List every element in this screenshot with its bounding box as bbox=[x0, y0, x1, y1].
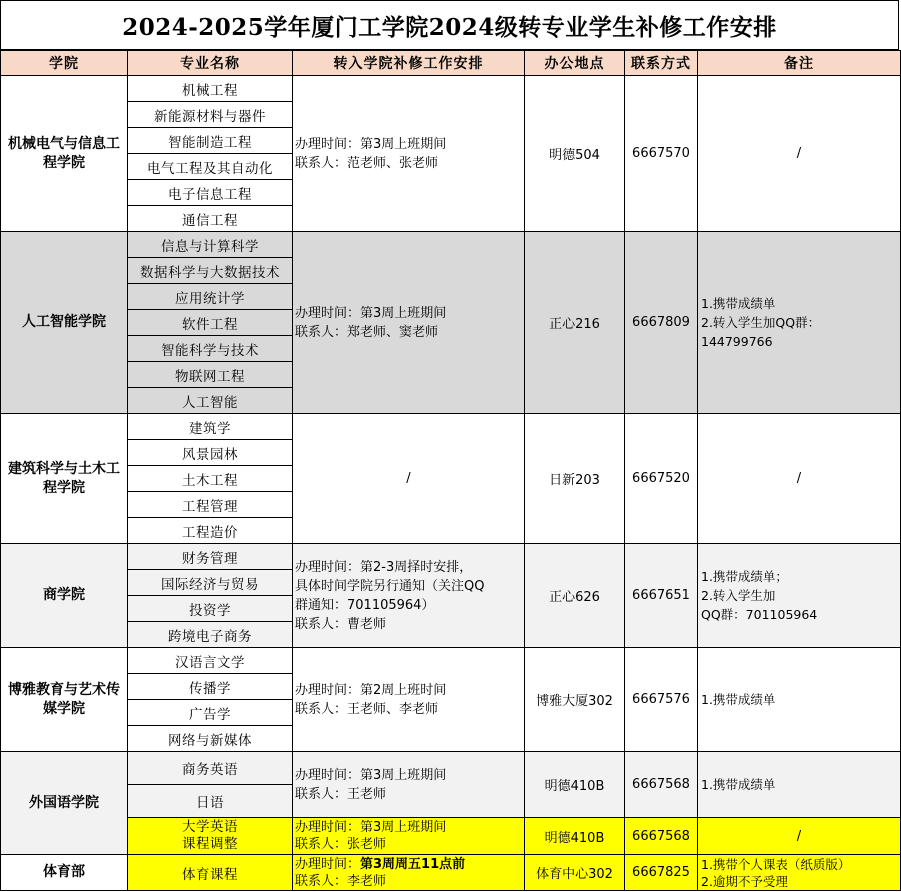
major-cell: 数据科学与大数据技术 bbox=[128, 258, 293, 284]
header-notes: 备注 bbox=[698, 51, 901, 76]
major-cell: 工程造价 bbox=[128, 518, 293, 544]
major-cell: 物联网工程 bbox=[128, 362, 293, 388]
major-cell: 商务英语 bbox=[128, 752, 293, 785]
notes-cell: 1.携带成绩单 bbox=[698, 648, 901, 752]
office-cell: 日新203 bbox=[525, 414, 625, 544]
major-cell: 智能制造工程 bbox=[128, 128, 293, 154]
notes-cell: / bbox=[698, 76, 901, 232]
header-college: 学院 bbox=[1, 51, 128, 76]
office-cell: 正心626 bbox=[525, 544, 625, 648]
major-cell: 建筑学 bbox=[128, 414, 293, 440]
arrangement-cell: 办理时间：第2周上班时间 联系人：王老师、李老师 bbox=[293, 648, 525, 752]
major-cell: 智能科学与技术 bbox=[128, 336, 293, 362]
college-cell: 外国语学院 bbox=[1, 752, 128, 855]
arrangement-cell: 办理时间：第3周周五11点前 联系人：李老师 bbox=[293, 855, 525, 891]
arrangement-cell: 办理时间：第2-3周择时安排， 具体时间学院另行通知（关注QQ 群通知：701105964） 联系人：曹老师 bbox=[293, 544, 525, 648]
office-cell: 博雅大厦302 bbox=[525, 648, 625, 752]
table-row bbox=[1, 232, 901, 258]
notes-cell: 1.携带个人课表（纸质版） 2.逾期不予受理 bbox=[698, 855, 901, 891]
major-cell: 日语 bbox=[128, 785, 293, 818]
college-cell: 机械电气与信息工程学院 bbox=[1, 76, 128, 232]
table-row bbox=[1, 414, 901, 440]
major-cell: 体育课程 bbox=[128, 855, 293, 891]
major-cell: 跨境电子商务 bbox=[128, 622, 293, 648]
office-cell: 体育中心302 bbox=[525, 855, 625, 891]
major-cell: 广告学 bbox=[128, 700, 293, 726]
major-cell: 网络与新媒体 bbox=[128, 726, 293, 752]
table-row bbox=[1, 855, 901, 891]
major-cell: 通信工程 bbox=[128, 206, 293, 232]
college-cell: 人工智能学院 bbox=[1, 232, 128, 414]
major-cell: 电子信息工程 bbox=[128, 180, 293, 206]
college-cell: 博雅教育与艺术传媒学院 bbox=[1, 648, 128, 752]
header-contact: 联系方式 bbox=[625, 51, 698, 76]
phone-cell: 6667576 bbox=[625, 648, 698, 752]
arrangement-table bbox=[0, 50, 901, 891]
major-cell: 人工智能 bbox=[128, 388, 293, 414]
office-cell: 正心216 bbox=[525, 232, 625, 414]
header-office: 办公地点 bbox=[525, 51, 625, 76]
major-cell: 机械工程 bbox=[128, 76, 293, 102]
notes-cell: 1.携带成绩单 2.转入学生加QQ群： 144799766 bbox=[698, 232, 901, 414]
arrangement-cell: 办理时间：第3周上班期间 联系人：范老师、张老师 bbox=[293, 76, 525, 232]
arrangement-cell: 办理时间：第3周上班期间 联系人：张老师 bbox=[293, 818, 525, 855]
table-row bbox=[1, 648, 901, 674]
major-cell: 土木工程 bbox=[128, 466, 293, 492]
notes-cell: / bbox=[698, 818, 901, 855]
table-row bbox=[1, 818, 901, 855]
major-cell: 风景园林 bbox=[128, 440, 293, 466]
notes-cell: 1.携带成绩单； 2.转入学生加 QQ群：701105964 bbox=[698, 544, 901, 648]
college-cell: 体育部 bbox=[1, 855, 128, 891]
college-cell: 建筑科学与土木工程学院 bbox=[1, 414, 128, 544]
office-cell: 明德410B bbox=[525, 752, 625, 818]
office-cell: 明德410B bbox=[525, 818, 625, 855]
major-cell: 财务管理 bbox=[128, 544, 293, 570]
major-cell: 汉语言文学 bbox=[128, 648, 293, 674]
arrangement-cell: 办理时间：第3周上班期间 联系人：王老师 bbox=[293, 752, 525, 818]
major-cell: 大学英语 课程调整 bbox=[128, 818, 293, 855]
notes-cell: / bbox=[698, 414, 901, 544]
table-row bbox=[1, 76, 901, 102]
major-cell: 国际经济与贸易 bbox=[128, 570, 293, 596]
phone-cell: 6667825 bbox=[625, 855, 698, 891]
phone-cell: 6667570 bbox=[625, 76, 698, 232]
major-cell: 应用统计学 bbox=[128, 284, 293, 310]
arrangement-cell: 办理时间：第3周上班期间 联系人：郑老师、窦老师 bbox=[293, 232, 525, 414]
major-cell: 信息与计算科学 bbox=[128, 232, 293, 258]
major-cell: 工程管理 bbox=[128, 492, 293, 518]
phone-cell: 6667568 bbox=[625, 752, 698, 818]
arrangement-cell: / bbox=[293, 414, 525, 544]
office-cell: 明德504 bbox=[525, 76, 625, 232]
major-cell: 传播学 bbox=[128, 674, 293, 700]
phone-cell: 6667651 bbox=[625, 544, 698, 648]
major-cell: 新能源材料与器件 bbox=[128, 102, 293, 128]
header-major: 专业名称 bbox=[128, 51, 293, 76]
table-row bbox=[1, 544, 901, 570]
header-row bbox=[1, 51, 901, 76]
major-cell: 软件工程 bbox=[128, 310, 293, 336]
major-cell: 投资学 bbox=[128, 596, 293, 622]
college-cell: 商学院 bbox=[1, 544, 128, 648]
phone-cell: 6667568 bbox=[625, 818, 698, 855]
major-cell: 电气工程及其自动化 bbox=[128, 154, 293, 180]
page-title: 2024-2025学年厦门工学院2024级转专业学生补修工作安排 bbox=[0, 0, 899, 50]
phone-cell: 6667809 bbox=[625, 232, 698, 414]
header-arrangement: 转入学院补修工作安排 bbox=[293, 51, 525, 76]
phone-cell: 6667520 bbox=[625, 414, 698, 544]
notes-cell: 1.携带成绩单 bbox=[698, 752, 901, 818]
table-row bbox=[1, 752, 901, 785]
